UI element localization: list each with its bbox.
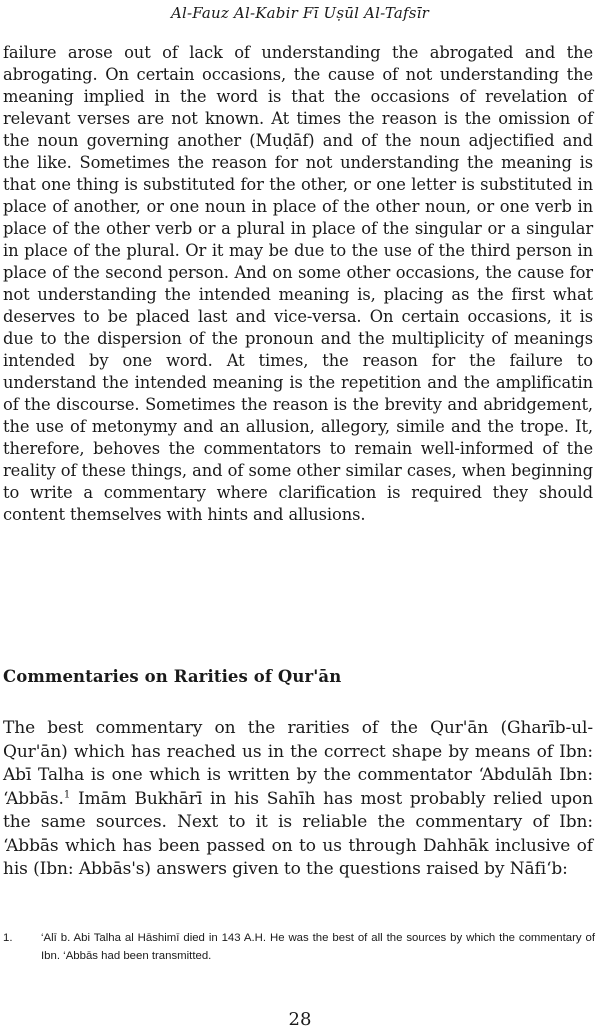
- page-number: 28: [288, 1009, 312, 1030]
- section-text: [3, 717, 593, 882]
- section-text-part1: The best commentary on the rarities of the Qur'ān (Gharīb-ul-Qur'ān) which has reached us in the correct shape by means of Ibn: Abī Talha is one which is written by the commentator ‘Abdulāh Ibn: ‘Abbās.: [3, 718, 593, 809]
- running-title: Al-Fauz Al-Kabir Fī Uṣūl Al-Tafsīr: [170, 4, 430, 22]
- footnote-reference[interactable]: 1: [63, 788, 71, 800]
- body-text: [3, 42, 593, 526]
- section-heading: Commentaries on Rarities of Qur'ān: [3, 667, 342, 686]
- section-text-part2: Imām Bukhārī in his Sahīh has most probably relied upon the same sources. Next to it is reliable the commentary of Ibn: ‘Abbās which has been passed on to us through Dahhāk inclusive of his (Ibn: Abbās's) answers given to the questions raised by Nāfi‘b:: [3, 788, 593, 879]
- footnote: [3, 929, 595, 965]
- paragraph: failure arose out of lack of understanding the abrogated and the abrogating. On certain occasions, the cause of not understanding the meaning implied in the word is that the occasions of revelation of relevant verses are not known. At times the reason is the omission of the noun governing another (Muḍāf) and of the noun adjectified and the like. Sometimes the reason for not understanding the meaning is that one thing is substituted for the other, or one letter is substituted in place of another, or one noun in place of the other noun, or one verb in place of the other verb or a plural in place of the singular or a singular in place of the plural. Or it may be due to the use of the third person in place of the second person. And on some other occasions, the cause for not understanding the intended meaning is, placing as the first what deserves to be placed last and vice-versa. On certain occasions, it is due to the dispersion of the pronoun and the multiplicity of meanings intended by one word. At times, the reason for the failure to understand the intended meaning is the repetition and the amplificatin of the discourse. Sometimes the reason is the brevity and abridgement, the use of metonymy and an allusion, allegory, simile and the trope. It, therefore, behoves the commentators to remain well-informed of the reality of these things, and of some other similar cases, when beginning to write a commentary where clarification is required they should content themselves with hints and allusions.: [3, 43, 593, 524]
- footnote-number: 1.: [3, 932, 13, 944]
- footnote-text: ‘Alī b. Abi Talha al Hāshimī died in 143 A.H. He was the best of all the sources by which the commentary of Ibn. ‘Abbās had been transmitted.: [41, 932, 595, 962]
- section-paragraph: [3, 717, 593, 882]
